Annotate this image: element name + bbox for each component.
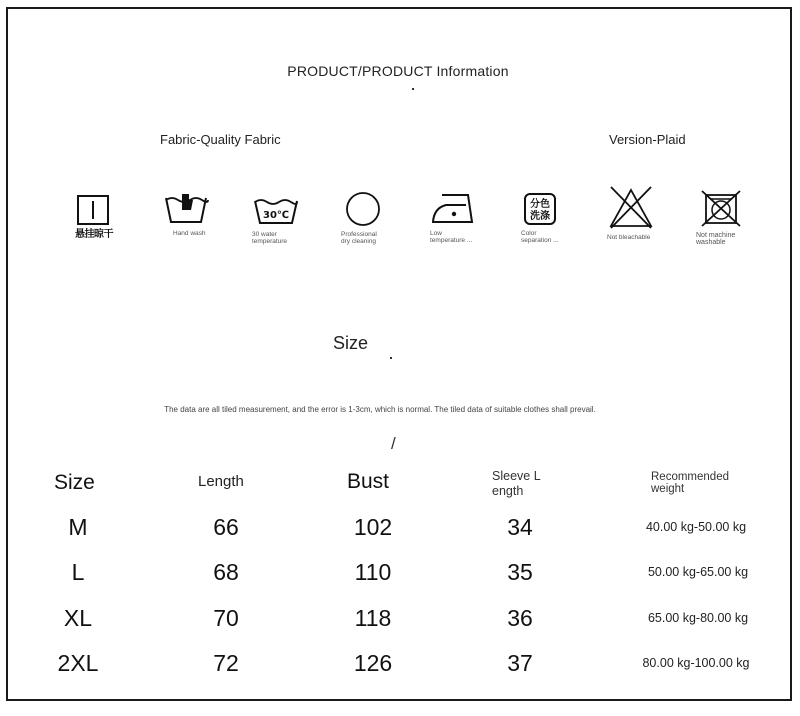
no-machine-wash-icon [700,188,742,228]
page-title: PRODUCT/PRODUCT Information [287,63,509,79]
table-row [0,514,800,542]
cell-sleeve: 34 [507,514,533,540]
care-item-no-machine-wash [696,188,790,246]
header-sleeve-line2: ength [492,484,524,498]
care-label: Not machine washable [696,232,736,246]
header-weight [651,471,729,495]
table-row [0,559,800,587]
cell-size: XL [63,605,93,631]
cell-bust: 102 [353,514,393,540]
iron-icon [430,188,476,226]
cell-size: L [71,559,85,585]
cell-bust: 110 [354,559,392,585]
page-frame [6,7,792,701]
care-item-color-separation [521,192,611,244]
fabric-label: Fabric-Quality Fabric [160,132,281,147]
cell-length: 68 [213,559,239,585]
care-label: Low temperature ... [430,230,473,244]
table-row [0,605,800,633]
care-label: Color separation ... [521,230,559,244]
care-label: Professional dry cleaning [341,231,377,245]
color-separation-badge-line2: 洗涤 [530,211,550,222]
header-sleeve-line1: Sleeve L [492,469,541,483]
water-temperature-icon [252,193,300,227]
header-bust: Bust [347,470,390,493]
care-item-hand-wash [163,190,253,237]
cell-length: 72 [213,650,239,676]
care-item-water-temperature [252,193,342,245]
care-label: Hand wash [173,230,206,237]
no-bleach-icon [607,184,655,230]
title-tick-mark [412,88,414,90]
hang-dry-icon [75,193,111,227]
cell-sleeve: 37 [507,650,533,676]
care-item-dry-clean [341,191,431,245]
hand-wash-icon [163,190,209,226]
cell-weight: 40.00 kg-50.00 kg [645,520,747,534]
color-separation-icon [521,192,557,226]
cell-sleeve: 36 [507,605,533,631]
cell-length: 70 [213,605,239,631]
cell-size: 2XL [57,650,99,676]
version-label: Version-Plaid [609,132,686,147]
cell-size: M [68,514,88,540]
cell-length: 66 [213,514,239,540]
cell-weight: 65.00 kg-80.00 kg [647,611,749,625]
cell-bust: 126 [353,650,393,676]
cell-bust: 118 [354,605,392,631]
dry-clean-icon [341,191,381,229]
care-label: Not bleachable [607,234,651,241]
header-weight-line2: weight [651,483,685,495]
cell-sleeve: 35 [507,559,533,585]
care-item-no-bleach [607,184,697,241]
size-tick-mark [390,357,392,359]
color-separation-badge-line1: 分色 [530,199,550,210]
table-row [0,650,800,678]
header-length: Length [198,473,244,490]
size-heading: Size [333,333,369,353]
header-weight-line1: Recommended [651,471,729,483]
care-label: 30 water temperature [252,231,288,245]
care-item-hang-dry [75,193,165,238]
slash-mark: / [391,434,396,453]
cell-weight: 80.00 kg-100.00 kg [642,656,750,670]
measurement-note: The data are all tiled measurement, and the error is 1-3cm, which is normal. The tiled data of suitable clothes shall prevail. [164,405,596,414]
care-item-iron [430,188,520,244]
header-sleeve [492,469,541,499]
header-size: Size [54,471,95,494]
care-label: 悬挂晾干 [75,229,113,240]
water-temperature-badge: 30℃ [262,210,290,221]
cell-weight: 50.00 kg-65.00 kg [647,565,749,579]
